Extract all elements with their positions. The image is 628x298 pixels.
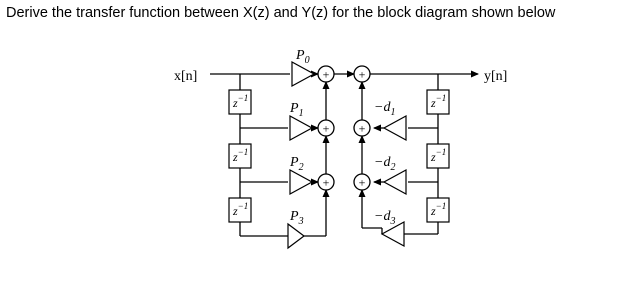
gain-d1-label: $-d_1$: [374, 100, 396, 118]
gain-p1-label: $P_1$: [290, 101, 304, 119]
gain-d2-label: $-d_2$: [374, 155, 396, 173]
gain-d1-triangle: [384, 116, 406, 140]
svg-text:+: +: [322, 121, 330, 136]
svg-text:z−1: $z^{-1}$: [233, 147, 249, 164]
gain-p2-label: $P_2$: [290, 155, 304, 173]
right-delay-1: [427, 90, 449, 114]
svg-text:+: +: [358, 67, 366, 82]
svg-text:z−1: $z^{-1}$: [431, 93, 447, 110]
adder-p0: [318, 66, 334, 82]
input-label: x[n]: [174, 69, 198, 84]
adder-p2: [318, 174, 334, 190]
svg-text:+: +: [322, 175, 330, 190]
adder-p1: [318, 120, 334, 136]
gain-p0-label: $P_0$: [296, 48, 310, 66]
svg-text:z−1: $z^{-1}$: [233, 201, 249, 218]
gain-p3-label: $P_3$: [290, 209, 304, 227]
svg-text:z−1: $z^{-1}$: [233, 93, 249, 110]
gain-p3-triangle: [288, 224, 304, 248]
svg-text:z−1: $z^{-1}$: [431, 147, 447, 164]
gain-d2-triangle: [384, 170, 406, 194]
question-text: Derive the transfer function between X(z) and Y(z) for the block diagram shown below: [6, 5, 556, 21]
right-delay-3: [427, 198, 449, 222]
adder-d2: [354, 174, 370, 190]
left-delay-2: [229, 144, 251, 168]
gain-d3-label: $-d_3$: [374, 209, 396, 227]
left-delay-3: [229, 198, 251, 222]
svg-text:z−1: $z^{-1}$: [431, 201, 447, 218]
gain-p0-triangle: [292, 62, 314, 86]
svg-text:+: +: [358, 175, 366, 190]
left-delay-1: [229, 90, 251, 114]
gain-p1-triangle: [290, 116, 312, 140]
svg-text:+: +: [358, 121, 366, 136]
svg-text:+: +: [322, 67, 330, 82]
adder-output: [354, 66, 370, 82]
right-delay-2: [427, 144, 449, 168]
adder-d1: [354, 120, 370, 136]
gain-p2-triangle: [290, 170, 312, 194]
output-label: y[n]: [484, 69, 508, 84]
